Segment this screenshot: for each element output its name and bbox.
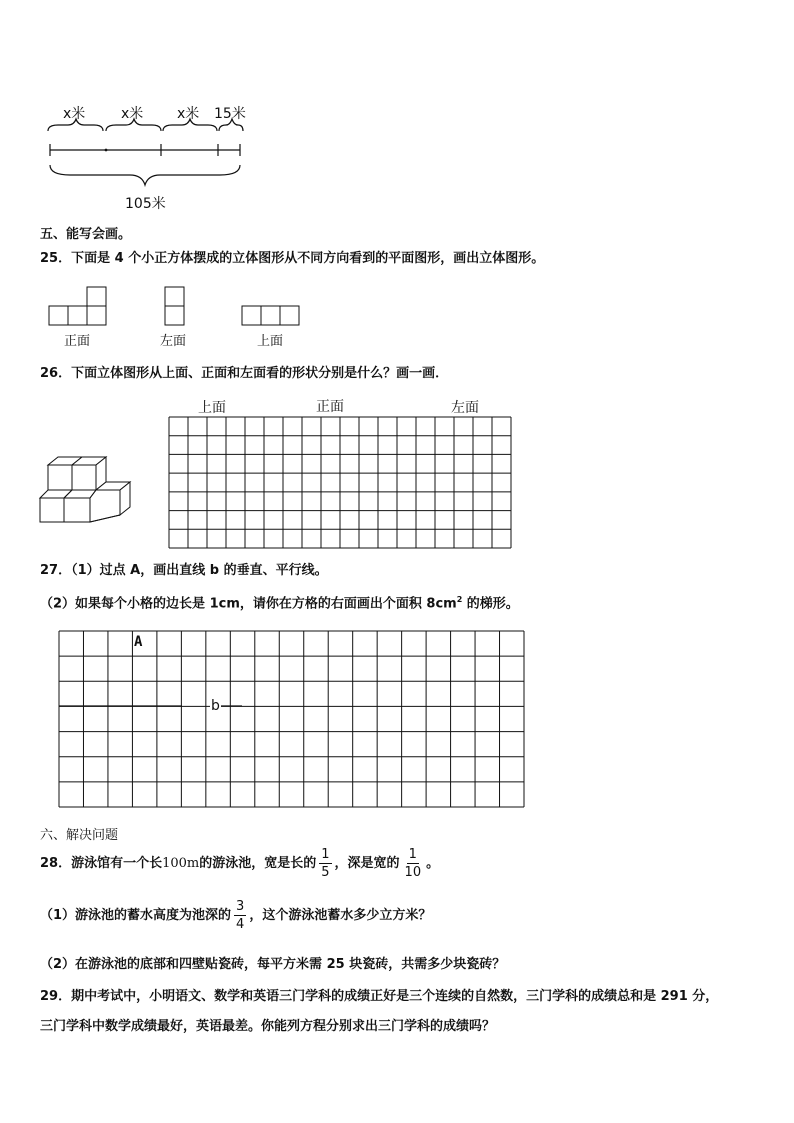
brace (106, 119, 161, 131)
fraction-numerator: 1 (408, 847, 417, 862)
fraction-denominator: 10 (404, 865, 422, 880)
question-28-sub1 (40, 900, 431, 931)
q28-text: 。 (426, 856, 440, 871)
view-label-left: 左面 (160, 334, 187, 349)
question-29-line2: 三门学科中数学成绩最好，英语最差。你能列方程分别求出三门学科的成绩吗？ (40, 1019, 496, 1034)
question-28 (40, 848, 439, 879)
question-27-part2 (40, 596, 519, 610)
grid-label-top: 上面 (198, 400, 226, 416)
segment-label: 15米 (214, 106, 246, 122)
q27-part2-text-end: 的梯形。 (462, 596, 519, 612)
drawing-grid-q26[interactable] (168, 416, 513, 550)
drawing-grid-q27[interactable] (58, 630, 526, 810)
brace (48, 119, 103, 131)
fraction-denominator: 4 (236, 917, 245, 932)
cube-figure (38, 455, 138, 525)
view-label-top: 上面 (257, 334, 284, 349)
question-27-part1: 27．（1）过点 A，画出直线 b 的垂直、平行线。 (40, 563, 328, 578)
fraction-one-fifth (319, 848, 331, 879)
q28-sub1-text: ，这个游泳池蓄水多少立方米？ (249, 908, 432, 923)
q28-text: 28．游泳馆有一个长 (40, 856, 163, 871)
fraction-numerator: 1 (321, 847, 330, 862)
q25-views (48, 285, 308, 327)
q27-part2-text: （2）如果每个小格的边长是 1cm，请你在方格的右面画出个面积 8cm (40, 596, 457, 612)
point-a-label: A (134, 634, 143, 650)
section-title: 六、解决问题 (40, 828, 119, 843)
grid-label-front: 正面 (316, 399, 344, 415)
line-b-label: b (211, 698, 220, 714)
question-28-sub2: （2）在游泳池的底部和四壁贴瓷砖，每平方米需 25 块瓷砖，共需多少块瓷砖？ (40, 957, 506, 972)
segment-label: x米 (121, 106, 144, 122)
grid-label-left: 左面 (451, 400, 479, 416)
total-brace (50, 165, 240, 185)
brace (163, 119, 217, 131)
q27-superscript: 2 (456, 595, 463, 604)
fraction-numerator: 3 (236, 899, 245, 914)
q28-text: 的游泳池，宽是长的 (199, 856, 317, 871)
section-title: 五、能写会画。 (40, 227, 132, 242)
segment-diagram-drawing (40, 115, 255, 195)
question-29-line1: 29．期中考试中，小明语文、数学和英语三门学科的成绩正好是三个连续的自然数，三门学科的成绩总和是 291 分， (40, 989, 719, 1004)
segment-label: x米 (177, 106, 200, 122)
q28-sub1-text: （1）游泳池的蓄水高度为池深的 (40, 908, 232, 923)
question-25: 25．下面是 4 个小正方体摆成的立体图形从不同方向看到的平面图形，画出立体图形。 (40, 251, 545, 266)
fraction-three-quarters (234, 900, 246, 931)
q28-text: ，深是宽的 (334, 856, 400, 871)
segment-label: x米 (63, 106, 86, 122)
brace (219, 119, 243, 131)
fraction-denominator: 5 (321, 865, 330, 880)
fraction-one-tenth (403, 848, 424, 879)
question-26: 26．下面立体图形从上面、正面和左面看的形状分别是什么？画一画． (40, 366, 449, 381)
total-label: 105米 (125, 196, 166, 212)
q28-length: 100m (162, 856, 200, 871)
view-label-front: 正面 (64, 334, 91, 349)
